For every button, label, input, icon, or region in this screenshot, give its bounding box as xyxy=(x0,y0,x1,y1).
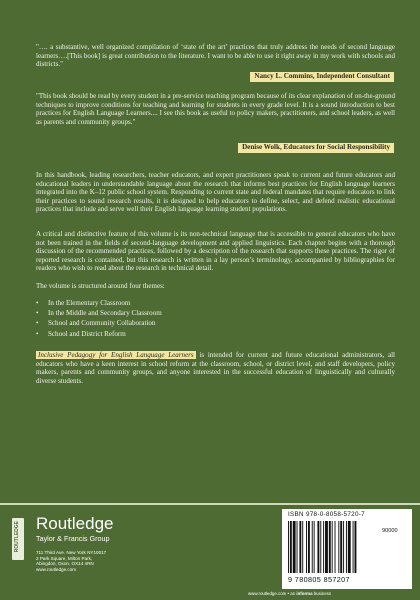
barcode-bar xyxy=(297,521,298,573)
publisher-address xyxy=(36,550,236,573)
barcode-bar xyxy=(288,521,289,573)
divider-bar xyxy=(0,503,420,505)
isbn-label: ISBN 978-0-8058-5720-7 xyxy=(288,511,365,518)
barcode-bar xyxy=(346,521,347,573)
barcode-bar xyxy=(312,521,313,573)
barcode-bar xyxy=(325,521,328,573)
barcode-bar xyxy=(335,521,336,573)
routledge-logo-icon: ROUTLEDGE xyxy=(12,518,24,560)
address-line: 711 Third Ave. New York NY10017 xyxy=(36,550,107,555)
barcode-digits: 9 780805 857207 xyxy=(288,575,350,584)
address-line: Abingdon, Oxon, OX14 4RN xyxy=(36,561,94,567)
barcode-bar xyxy=(290,521,292,573)
price-code: 90000 xyxy=(382,528,398,534)
publisher-subtitle: Taylor & Francis Group xyxy=(36,534,110,543)
barcode-bar xyxy=(293,521,296,573)
endorsement-attribution-2: Denise Wolk, Educators for Social Responsibility xyxy=(238,143,394,153)
themes-list xyxy=(36,298,376,339)
endorsement-quote-1: "…. a substantive, well organized compilation of ‘state of the art’ practices that truly address the needs of second language learners….[This book] is great contribution to the literature. I want to be able to use it right away in my work with schools and districts." xyxy=(36,43,395,69)
book-title-highlight: Inclusive Pedagogy for English Language Learners xyxy=(38,351,194,359)
address-line: www.routledge.com xyxy=(36,567,77,573)
endorsement-quote-2: "This book should be read by every student in a pre-service teaching program because of its clear explanation of on-the-ground techniques to improve conditions for teaching and learning for students in every grade level. It is a sound introduction to best practices for English Language Learners.... I see this book as useful to policy makers, practitioners, and school leaders, as well as parents and community groups." xyxy=(36,92,395,126)
theme-item: • In the Elementary Classroom xyxy=(36,299,131,307)
theme-label: School and Community Collaboration xyxy=(48,319,156,328)
endorsement-attribution-1: Nancy L. Commins, Independent Consultant xyxy=(250,72,394,82)
publisher-website: www.routledge.com • an informa business xyxy=(248,591,332,596)
theme-item: • In the Middle and Secondary Classroom xyxy=(36,309,162,318)
theme-label: In the Elementary Classroom xyxy=(48,299,131,307)
barcode-bar xyxy=(302,521,303,573)
address-line: 2 Park Square, Milton Park, xyxy=(36,555,93,561)
barcode-bar xyxy=(332,521,333,573)
barcode-bar xyxy=(323,521,324,573)
theme-item: • School and District Reform xyxy=(36,329,126,338)
barcode-bar xyxy=(317,521,319,573)
barcode-bar xyxy=(314,521,315,573)
informa-wordmark: informa xyxy=(296,591,313,596)
barcode-bar xyxy=(353,521,354,573)
themes-intro: The volume is structured around four themes: xyxy=(36,282,165,290)
barcode-bar xyxy=(306,521,307,573)
closing-text: is intended for current and future educational administrators, all educators who have a keen interest in school reform at the classroom, school, or district level, and staff developers, policy makers, parents and community groups, and anyone interested in the successful education of linguistically and culturally diverse students. xyxy=(36,351,395,385)
barcode-bar xyxy=(343,521,344,573)
barcode-bar xyxy=(329,521,331,573)
closing-paragraph xyxy=(36,351,395,385)
theme-label: In the Middle and Secondary Classroom xyxy=(48,309,162,318)
barcode-bar xyxy=(308,521,310,573)
theme-item: • School and Community Collaboration xyxy=(36,319,156,328)
description-paragraph-1: In this handbook, leading researchers, teacher educators, and expert practitioners speak to current and future educators and educational leaders in understandable language about the research that informs best practices for English language learners integrated into the K–12 public school system. Responding to current state and federal mandates that require educators to link their practices to sound research results, it is designed to help educators to define, select, and defend realistic educational practices that include and serve well their English language learning student populations. xyxy=(36,171,395,214)
publisher-name: Routledge xyxy=(36,514,114,533)
description-paragraph-2: A critical and distinctive feature of this volume is its non-technical language that is accessible to general educators who have not been trained in the fields of second-language development and applied linguistics. Each chapter begins with a thorough discussion of the recommended practices, followed by a description of the research that supports these practices. The rigor of reported research is contained, but this research is written in a lay person’s terminology, accompanied by bibliographies for readers who wish to read about the research in technical detail. xyxy=(36,230,395,273)
barcode-icon xyxy=(288,521,378,573)
barcode-bar xyxy=(320,521,321,573)
theme-label: School and District Reform xyxy=(48,329,126,338)
barcode-bar xyxy=(348,521,351,573)
barcode-bar xyxy=(340,521,342,573)
barcode-bar xyxy=(338,521,339,573)
barcode-bar xyxy=(299,521,301,573)
barcode-box xyxy=(282,509,412,589)
barcode-bar xyxy=(355,521,357,573)
